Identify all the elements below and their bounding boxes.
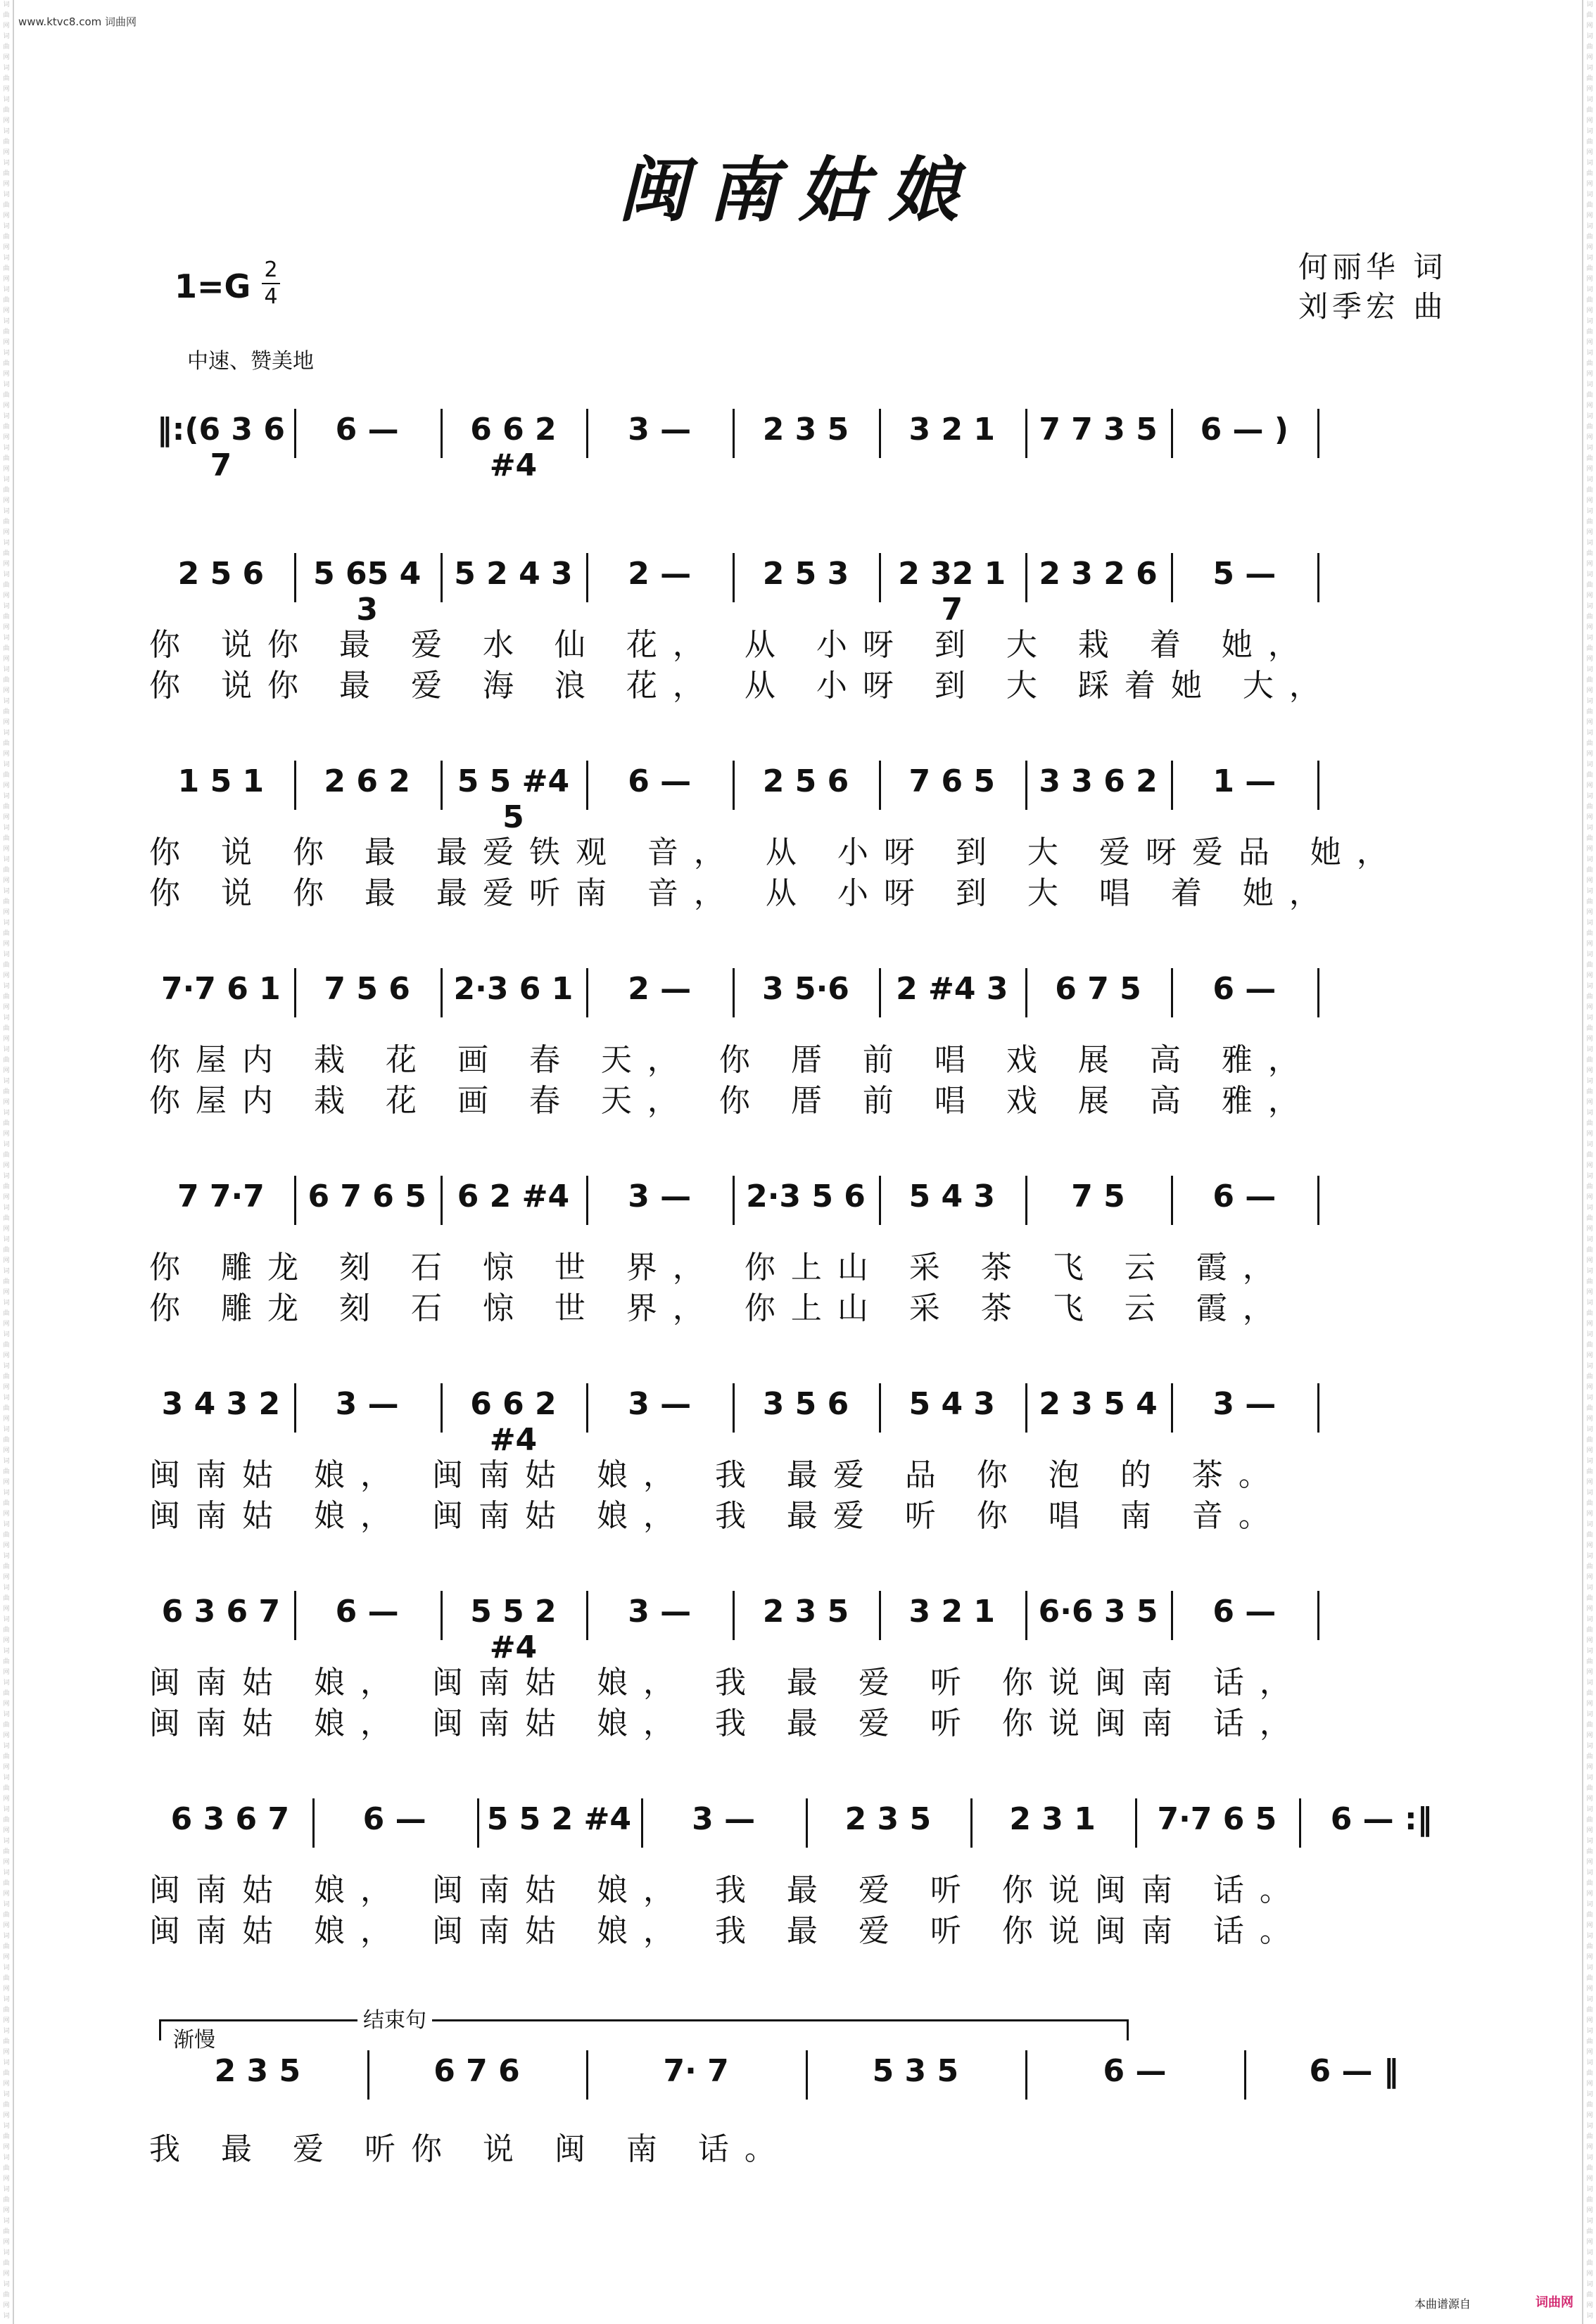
measure-7-5: 2 3 5: [762, 1594, 849, 1630]
measure-4-6: 2 #4 3: [896, 971, 1008, 1007]
bar-line: [441, 1383, 443, 1433]
measure-4-3: 2·3 6 1: [453, 971, 574, 1007]
measure-4-5: 3 5·6: [762, 971, 849, 1007]
bar-line: [586, 1176, 588, 1225]
bar-line: [1025, 1176, 1027, 1225]
bar-line: [806, 1798, 808, 1848]
lyric-line-6-1: 闽南姑 娘， 闽南姑 娘， 我 最爱 品 你 泡 的 茶。: [149, 1457, 1285, 1493]
bar-line: [1317, 409, 1319, 458]
bar-line: [1025, 409, 1027, 458]
lyric-line-3-1: 你 说 你 最 最爱铁观 音， 从 小呀 到 大 爱呀爱品 她，: [149, 834, 1403, 870]
measure-3-3: 5 5 #4 5: [457, 763, 570, 835]
measure-8-8: 6 — :‖: [1330, 1801, 1433, 1837]
site-watermark: www.ktvc8.com 词曲网: [18, 15, 137, 28]
meter-top: 2: [264, 258, 278, 282]
measure-9-4: 5 3 5: [872, 2053, 959, 2089]
measure-4-4: 2 —: [628, 971, 692, 1007]
bar-line: [586, 553, 588, 602]
measure-6-7: 2 3 5 4: [1039, 1386, 1158, 1422]
meter-bottom: 4: [262, 283, 280, 310]
bar-line: [312, 1798, 315, 1848]
staff-row-5: [148, 1179, 1471, 1228]
bar-line: [586, 761, 588, 810]
bar-line: [879, 553, 881, 602]
measure-8-4: 3 —: [692, 1801, 756, 1837]
bar-line: [1244, 2050, 1246, 2100]
measure-3-2: 2 6 2: [324, 763, 410, 799]
measure-1-1: ‖:(6 3 6 7: [156, 412, 285, 483]
bar-line: [1171, 409, 1173, 458]
bar-line: [1171, 553, 1173, 602]
measure-3-6: 7 6 5: [908, 763, 995, 799]
lyric-line-9-1: 我 最 爱 听你 说 闽 南 话。: [149, 2131, 791, 2167]
measure-7-8: 6 —: [1212, 1594, 1277, 1630]
measure-1-6: 3 2 1: [908, 412, 995, 447]
bar-line: [441, 761, 443, 810]
key-signature: 1=G: [175, 267, 251, 305]
bar-line: [1135, 1798, 1137, 1848]
bar-line: [586, 2050, 588, 2100]
bar-line: [294, 553, 296, 602]
measure-1-5: 2 3 5: [762, 412, 849, 447]
measure-7-6: 3 2 1: [908, 1594, 995, 1630]
lyric-line-4-2: 你屋内 栽 花 画 春 天， 你 厝 前 唱 戏 展 高 雅，: [149, 1083, 1315, 1119]
bar-line: [441, 1176, 443, 1225]
bar-line: [294, 409, 296, 458]
bar-line: [879, 761, 881, 810]
staff-row-7: [148, 1594, 1471, 1665]
bar-line: [586, 409, 588, 458]
bar-line: [1299, 1798, 1301, 1848]
left-side-border: 词 曲 网 词 曲 网 词 曲 网 词 曲 网 词 曲 网 词 曲 网 词 曲 网 词 曲 网 词 曲 网 词 曲 网 词 曲 网 词 曲 网 词 曲 网 词 曲 网 词 曲 网 词 曲 网 词 曲 网 词 曲 网 词 曲 网 词 曲 网 词 曲 网 词 曲 网 词 曲 网 词 曲 网 词 曲 网 词 曲 网 词 曲 网 词 曲 网 词 曲 网 词 曲 网 词 曲 网 词 曲 网 词 曲 网 词 曲 网 词 曲 网 词 曲 网 词 曲 网 词 曲 网 词 曲 网 词 曲 网 词 曲 网 词 曲 网 词 曲 网 词 曲 网 词 曲 网 词 曲 网 词 曲 网 词 曲 网 词 曲 网 词 曲 网 词 曲 网 词 曲 网 词 曲 网 词 曲 网 词 曲 网 词 曲 网 词 曲 网 词 曲 网 词 曲 网 词 曲 网 词 曲 网 词 曲 网 词 曲 网 词 曲 网 词 曲 网 词 曲 网 词 曲 网 词 曲 网 词 曲 网 词 曲 网 词 曲 网 词 曲 网 词 曲 网 词: [0, 0, 14, 2324]
measure-7-1: 6 3 6 7: [161, 1594, 281, 1630]
measure-6-2: 3 —: [335, 1386, 399, 1422]
tempo-marking: 中速、赞美地: [187, 349, 314, 374]
lyricist-credit: 何丽华 词: [1298, 250, 1448, 284]
measure-2-3: 5 2 4 3: [454, 556, 573, 592]
measure-9-2: 6 7 6: [433, 2053, 520, 2089]
bar-line: [879, 409, 881, 458]
measure-6-4: 3 —: [628, 1386, 692, 1422]
measure-9-5: 6 —: [1103, 2053, 1167, 2089]
bar-line: [1317, 968, 1319, 1017]
lyric-line-8-1: 闽南姑 娘， 闽南姑 娘， 我 最 爱 听 你说闽南 话。: [149, 1872, 1306, 1908]
lyric-line-4-1: 你屋内 栽 花 画 春 天， 你 厝 前 唱 戏 展 高 雅，: [149, 1042, 1315, 1078]
bar-line: [733, 553, 735, 602]
bar-line: [733, 968, 735, 1017]
measure-1-2: 6 —: [335, 412, 399, 447]
staff-row-8: [148, 1801, 1471, 1850]
bar-line: [1025, 553, 1027, 602]
measure-2-6: 2 32 1 7: [898, 556, 1006, 628]
bar-line: [367, 2050, 369, 2100]
bar-line: [1317, 1176, 1319, 1225]
lyric-line-5-1: 你 雕龙 刻 石 惊 世 界， 你上山 采 茶 飞 云 霞，: [149, 1250, 1289, 1285]
bar-line: [733, 1591, 735, 1640]
lyric-line-3-2: 你 说 你 最 最爱听南 音， 从 小呀 到 大 唱 着 她，: [149, 875, 1336, 911]
measure-5-1: 7 7·7: [177, 1179, 265, 1214]
measure-7-4: 3 —: [628, 1594, 692, 1630]
measure-6-6: 5 4 3: [908, 1386, 995, 1422]
ritardando-marking: 渐慢: [173, 2028, 215, 2052]
bar-line: [1171, 968, 1173, 1017]
measure-2-4: 2 —: [628, 556, 692, 592]
song-title: 闽南姑娘: [618, 148, 978, 231]
measure-6-8: 3 —: [1212, 1386, 1277, 1422]
measure-8-5: 2 3 5: [844, 1801, 932, 1837]
measure-9-1: 2 3 5: [214, 2053, 301, 2089]
measure-5-7: 7 5: [1071, 1179, 1125, 1214]
bar-line: [1171, 1591, 1173, 1640]
bar-line: [1025, 2050, 1027, 2100]
measure-3-7: 3 3 6 2: [1039, 763, 1158, 799]
measure-8-1: 6 3 6 7: [170, 1801, 290, 1837]
bar-line: [294, 761, 296, 810]
footer-site: 词曲网: [1535, 2295, 1573, 2310]
measure-3-1: 1 5 1: [177, 763, 265, 799]
bar-line: [441, 1591, 443, 1640]
bar-line: [586, 1383, 588, 1433]
bar-line: [733, 409, 735, 458]
measure-3-4: 6 —: [628, 763, 692, 799]
lyric-line-8-2: 闽南姑 娘， 闽南姑 娘， 我 最 爱 听 你说闽南 话。: [149, 1913, 1306, 1949]
bar-line: [1317, 761, 1319, 810]
time-signature: [262, 258, 280, 310]
measure-1-3: 6 6 2 #4: [470, 412, 557, 483]
measure-5-4: 3 —: [628, 1179, 692, 1214]
bar-line: [879, 968, 881, 1017]
staff-row-4: [148, 971, 1471, 1020]
staff-row-6: [148, 1386, 1471, 1458]
bar-line: [1025, 1591, 1027, 1640]
measure-8-2: 6 —: [362, 1801, 426, 1837]
bar-line: [641, 1798, 643, 1848]
measure-2-1: 2 5 6: [177, 556, 265, 592]
bar-line: [441, 968, 443, 1017]
bar-line: [1025, 968, 1027, 1017]
staff-row-2: [148, 556, 1471, 628]
measure-5-3: 6 2 #4: [457, 1179, 570, 1214]
bar-line: [733, 1383, 735, 1433]
measure-2-2: 5 65 4 3: [313, 556, 422, 628]
measure-2-5: 2 5 3: [762, 556, 849, 592]
bar-line: [294, 1591, 296, 1640]
bar-line: [1317, 553, 1319, 602]
bar-line: [1025, 1383, 1027, 1433]
ending-label: 结束句: [357, 2002, 432, 2033]
bar-line: [1171, 761, 1173, 810]
lyric-line-5-2: 你 雕龙 刻 石 惊 世 界， 你上山 采 茶 飞 云 霞，: [149, 1290, 1289, 1326]
measure-7-7: 6·6 3 5: [1038, 1594, 1158, 1630]
measure-7-3: 5 5 2 #4: [470, 1594, 557, 1665]
bar-line: [733, 761, 735, 810]
measure-3-8: 1 —: [1212, 763, 1277, 799]
credits: [1298, 248, 1447, 326]
bar-line: [970, 1798, 973, 1848]
measure-6-3: 6 6 2 #4: [470, 1386, 557, 1458]
footer-note: 本曲谱源自: [1414, 2297, 1471, 2311]
bar-line: [1171, 1383, 1173, 1433]
measure-4-2: 7 5 6: [324, 971, 410, 1007]
measure-4-8: 6 —: [1212, 971, 1277, 1007]
measure-8-3: 5 5 2 #4: [486, 1801, 632, 1837]
lyric-line-2-1: 你 说你 最 爱 水 仙 花， 从 小呀 到 大 栽 着 她，: [149, 627, 1315, 663]
measure-9-6: 6 — ‖: [1309, 2053, 1399, 2089]
measure-5-2: 6 7 6 5: [308, 1179, 426, 1214]
measure-7-2: 6 —: [335, 1594, 399, 1630]
bar-line: [441, 409, 443, 458]
bar-line: [294, 1383, 296, 1433]
bar-line: [1317, 1591, 1319, 1640]
bar-line: [586, 968, 588, 1017]
measure-1-7: 7 7 3 5: [1039, 412, 1158, 447]
measure-5-8: 6 —: [1212, 1179, 1277, 1214]
measure-6-1: 3 4 3 2: [161, 1386, 281, 1422]
lyric-line-6-2: 闽南姑 娘， 闽南姑 娘， 我 最爱 听 你 唱 南 音。: [149, 1498, 1285, 1534]
lyric-line-7-2: 闽南姑 娘， 闽南姑 娘， 我 最 爱 听 你说闽南 话，: [149, 1706, 1306, 1741]
right-side-border: 词 曲 网 词 曲 网 词 曲 网 词 曲 网 词 曲 网 词 曲 网 词 曲 网 词 曲 网 词 曲 网 词 曲 网 词 曲 网 词 曲 网 词 曲 网 词 曲 网 词 曲 网 词 曲 网 词 曲 网 词 曲 网 词 曲 网 词 曲 网 词 曲 网 词 曲 网 词 曲 网 词 曲 网 词 曲 网 词 曲 网 词 曲 网 词 曲 网 词 曲 网 词 曲 网 词 曲 网 词 曲 网 词 曲 网 词 曲 网 词 曲 网 词 曲 网 词 曲 网 词 曲 网 词 曲 网 词 曲 网 词 曲 网 词 曲 网 词 曲 网 词 曲 网 词 曲 网 词 曲 网 词 曲 网 词 曲 网 词 曲 网 词 曲 网 词 曲 网 词 曲 网 词 曲 网 词 曲 网 词 曲 网 词 曲 网 词 曲 网 词 曲 网 词 曲 网 词 曲 网 词 曲 网 词 曲 网 词 曲 网 词 曲 网 词 曲 网 词 曲 网 词 曲 网 词 曲 网 词 曲 网 词 曲 网 词 曲 网 词 曲 网 词 曲 网 词: [1582, 0, 1596, 2324]
staff-row-9: [148, 2053, 1471, 2102]
bar-line: [586, 1591, 588, 1640]
bar-line: [441, 553, 443, 602]
bar-line: [294, 968, 296, 1017]
staff-row-3: [148, 763, 1471, 835]
measure-2-8: 5 —: [1212, 556, 1277, 592]
measure-9-3: 7· 7: [663, 2053, 729, 2089]
lyric-line-2-2: 你 说你 最 爱 海 浪 花， 从 小呀 到 大 踩着她 大，: [149, 668, 1336, 704]
bar-line: [806, 2050, 808, 2100]
measure-1-4: 3 —: [628, 412, 692, 447]
bar-line: [733, 1176, 735, 1225]
measure-3-5: 2 5 6: [762, 763, 849, 799]
measure-8-6: 2 3 1: [1009, 1801, 1096, 1837]
measure-5-5: 2·3 5 6: [746, 1179, 866, 1214]
measure-4-7: 6 7 5: [1055, 971, 1141, 1007]
composer-credit: 刘季宏 曲: [1298, 289, 1448, 324]
lyric-line-7-1: 闽南姑 娘， 闽南姑 娘， 我 最 爱 听 你说闽南 话，: [149, 1665, 1306, 1701]
measure-1-8: 6 — ): [1200, 412, 1288, 447]
measure-4-1: 7·7 6 1: [160, 971, 281, 1007]
measure-8-7: 7·7 6 5: [1157, 1801, 1277, 1837]
coda-bracket: [159, 2011, 1129, 2039]
bar-line: [879, 1591, 881, 1640]
measure-2-7: 2 3 2 6: [1039, 556, 1158, 592]
measure-5-6: 5 4 3: [908, 1179, 995, 1214]
bar-line: [1171, 1176, 1173, 1225]
measure-6-5: 3 5 6: [762, 1386, 849, 1422]
staff-row-1: [148, 412, 1471, 483]
bar-line: [1317, 1383, 1319, 1433]
bar-line: [477, 1798, 479, 1848]
bar-line: [294, 1176, 296, 1225]
bar-line: [879, 1176, 881, 1225]
bar-line: [1025, 761, 1027, 810]
bar-line: [879, 1383, 881, 1433]
